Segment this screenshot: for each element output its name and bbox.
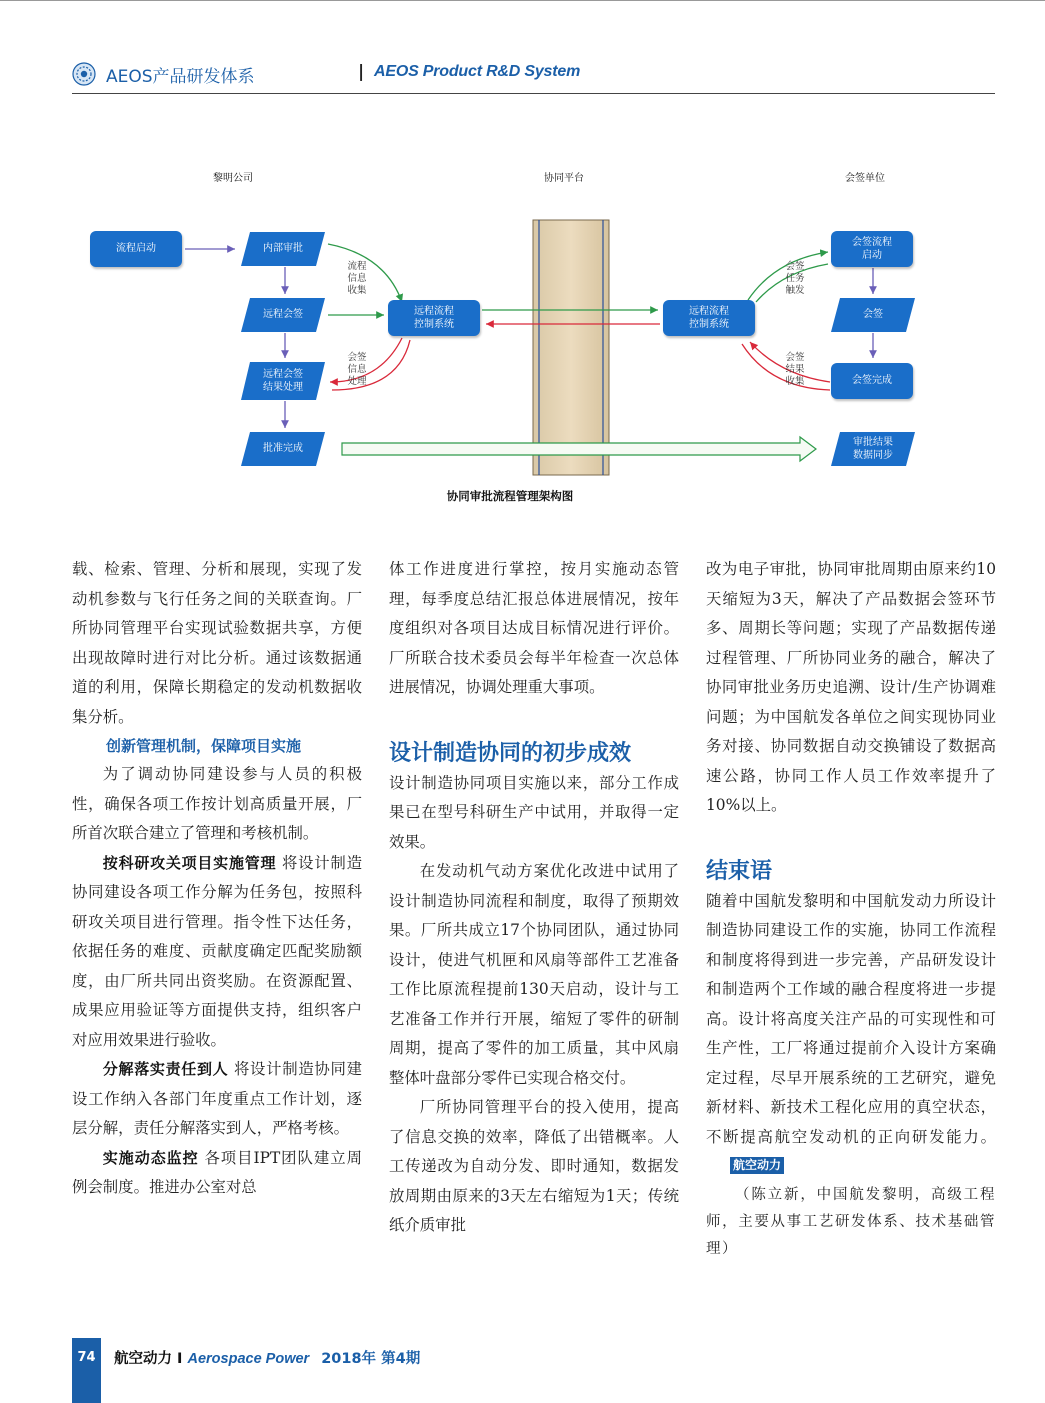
paragraph: 在发动机气动方案优化改进中试用了设计制造协同流程和制度，取得了预期效果。厂所共成立17个协同团队，通过协同设计，使进气机匣和风扇等部件工艺准备工作比原流程提前130天启动，设计与工艺准备工作并行开展，缩短了零件的研制周期，提高了零件的加工质量，其中风扇整体叶盘部分零件已实现合格交付。 <box>389 862 679 1087</box>
box-countersign-done: 会签完成 <box>831 363 913 399</box>
section-heading-conclusion: 结束语 <box>706 858 773 884</box>
text-column-3 <box>706 555 996 1263</box>
box-process-start: 流程启动 <box>90 231 182 267</box>
lead-term: 按科研攻关项目实施管理 <box>102 853 277 872</box>
section-heading-results: 设计制造协同的初步成效 <box>389 740 632 766</box>
paragraph: 分解落实责任到人 将设计制造协同建设工作纳入各部门年度重点工作计划，逐层分解，责任分解落实到人，严格考核。 <box>72 1060 362 1137</box>
top-rule <box>0 0 1045 1</box>
note-left-bottom: 会签信息处理 <box>347 352 367 387</box>
label-remote-result: 远程会签 结果处理 <box>263 368 303 393</box>
lead-term: 分解落实责任到人 <box>102 1060 229 1078</box>
footer-bar <box>72 1338 101 1403</box>
col-label-countersign-unit: 会签单位 <box>845 173 885 184</box>
text-column-2 <box>389 555 679 1241</box>
header-title-en: AEOS Product R&D System <box>374 63 581 80</box>
paragraph: 随着中国航发黎明和中国航发动力所设计制造协同建设工作的实施，协同工作流程和制度将得到进一步完善，产品研发设计和制造两个工作域的融合程度将进一步提高。设计将高度关注产品的可实现性和可生产性，工厂将通过提前介入设计方案确定过程，尽早开展系统的工艺研究，避免新材料、新技术工程化应用的真空状态，不断提高航空发动机的正向研发能力。航空动力 <box>706 891 996 1172</box>
note-right-top: 会签任务触发 <box>785 261 805 296</box>
note-left-top: 流程信息收集 <box>347 261 367 296</box>
lead-term: 实施动态监控 <box>102 1148 199 1167</box>
header-title-cn: AEOS产品研发体系 <box>106 67 255 87</box>
paragraph: 载、检索、管理、分析和展现，实现了发动机参数与飞行任务之间的关联查询。厂所协同管理平台实现试验数据共享，方便出现故障时进行对比分析。通过该数据通道的利用，保障长期稳定的发动机数据收集分析。 <box>72 560 362 726</box>
aeos-logo-icon <box>72 62 96 86</box>
paragraph: 为了调动协同建设参与人员的积极性，确保各项工作按计划高质量开展，厂所首次联合建立了管理和考核机制。 <box>72 765 362 842</box>
label-remote-countersign: 远程会签 <box>263 309 303 321</box>
paragraph: 实施动态监控 各项目IPT团队建立周例会制度。推进办公室对总 <box>72 1148 362 1196</box>
journal-name-cn: 航空动力 <box>114 1351 172 1367</box>
label-countersign: 会签 <box>863 309 883 321</box>
subheading-management: 创新管理机制，保障项目实施 <box>106 737 302 755</box>
box-countersign-start: 会签流程 启动 <box>831 231 913 267</box>
box-right-controller: 远程流程 控制系统 <box>663 300 755 336</box>
paragraph: 改为电子审批，协同审批周期由原来约10天缩短为3天，解决了产品数据会签环节多、周期长等问题；实现了产品数据传递过程管理、厂所协同业务的融合，解决了协同审批业务历史追溯、设计/生产协调难问题；为中国航发各单位之间实现协同业务对接、协同数据自动交换铺设了数据高速公路，协同工作人员工作效率提升了10%以上。 <box>706 560 996 814</box>
footer-journal <box>114 1347 420 1368</box>
header-separator: | <box>358 62 365 82</box>
diagram-caption: 协同审批流程管理架构图 <box>446 489 574 503</box>
note-right-bottom: 会签结果收集 <box>785 352 805 387</box>
paragraph: 设计制造协同项目实施以来，部分工作成果已在型号科研生产中试用，并取得一定效果。 <box>389 773 679 851</box>
journal-badge: 航空动力 <box>730 1157 784 1174</box>
page-number: 74 <box>77 1350 96 1365</box>
paragraph: 厂所协同管理平台的投入使用，提高了信息交换的效率，降低了出错概率。人工传递改为自动分发、即时通知，数据发放周期由原来的3天左右缩短为1天；传统纸介质审批 <box>389 1098 679 1234</box>
col-label-liming: 黎明公司 <box>213 173 253 184</box>
label-internal-approval: 内部审批 <box>263 243 303 255</box>
paragraph: 体工作进度进行掌控，按月实施动态管理，每季度总结汇报总体进展情况，按年度组织对各项目达成目标情况进行评价。厂所联合技术委员会每半年检查一次总体进展情况，协调处理重大事项。 <box>389 560 679 696</box>
footer-separator: I <box>172 1351 188 1367</box>
workflow-diagram <box>80 160 940 510</box>
journal-issue: 2018年 第4期 <box>321 1351 421 1367</box>
paragraph: 按科研攻关项目实施管理 将设计制造协同建设各项工作分解为任务包，按照科研攻关项目进行管理。指令性下达任务，依据任务的难度、贡献度确定匹配奖励额度，由厂所共同出资奖励。在资源配置、成果应用验证等方面提供支持，组织客户对应用效果进行验收。 <box>72 853 362 1049</box>
label-data-sync: 审批结果 数据同步 <box>853 436 893 461</box>
diagram-graphics <box>80 160 940 480</box>
col-label-platform: 协同平台 <box>544 173 584 184</box>
label-approval-done: 批准完成 <box>263 443 303 455</box>
text-column-1 <box>72 555 362 1203</box>
page-header <box>72 58 995 94</box>
author-note: （陈立新，中国航发黎明，高级工程师，主要从事工艺研发体系、技术基础管理） <box>706 1186 996 1257</box>
box-left-controller: 远程流程 控制系统 <box>388 300 480 336</box>
journal-name-en: Aerospace Power <box>187 1351 310 1367</box>
platform-column <box>533 220 609 475</box>
